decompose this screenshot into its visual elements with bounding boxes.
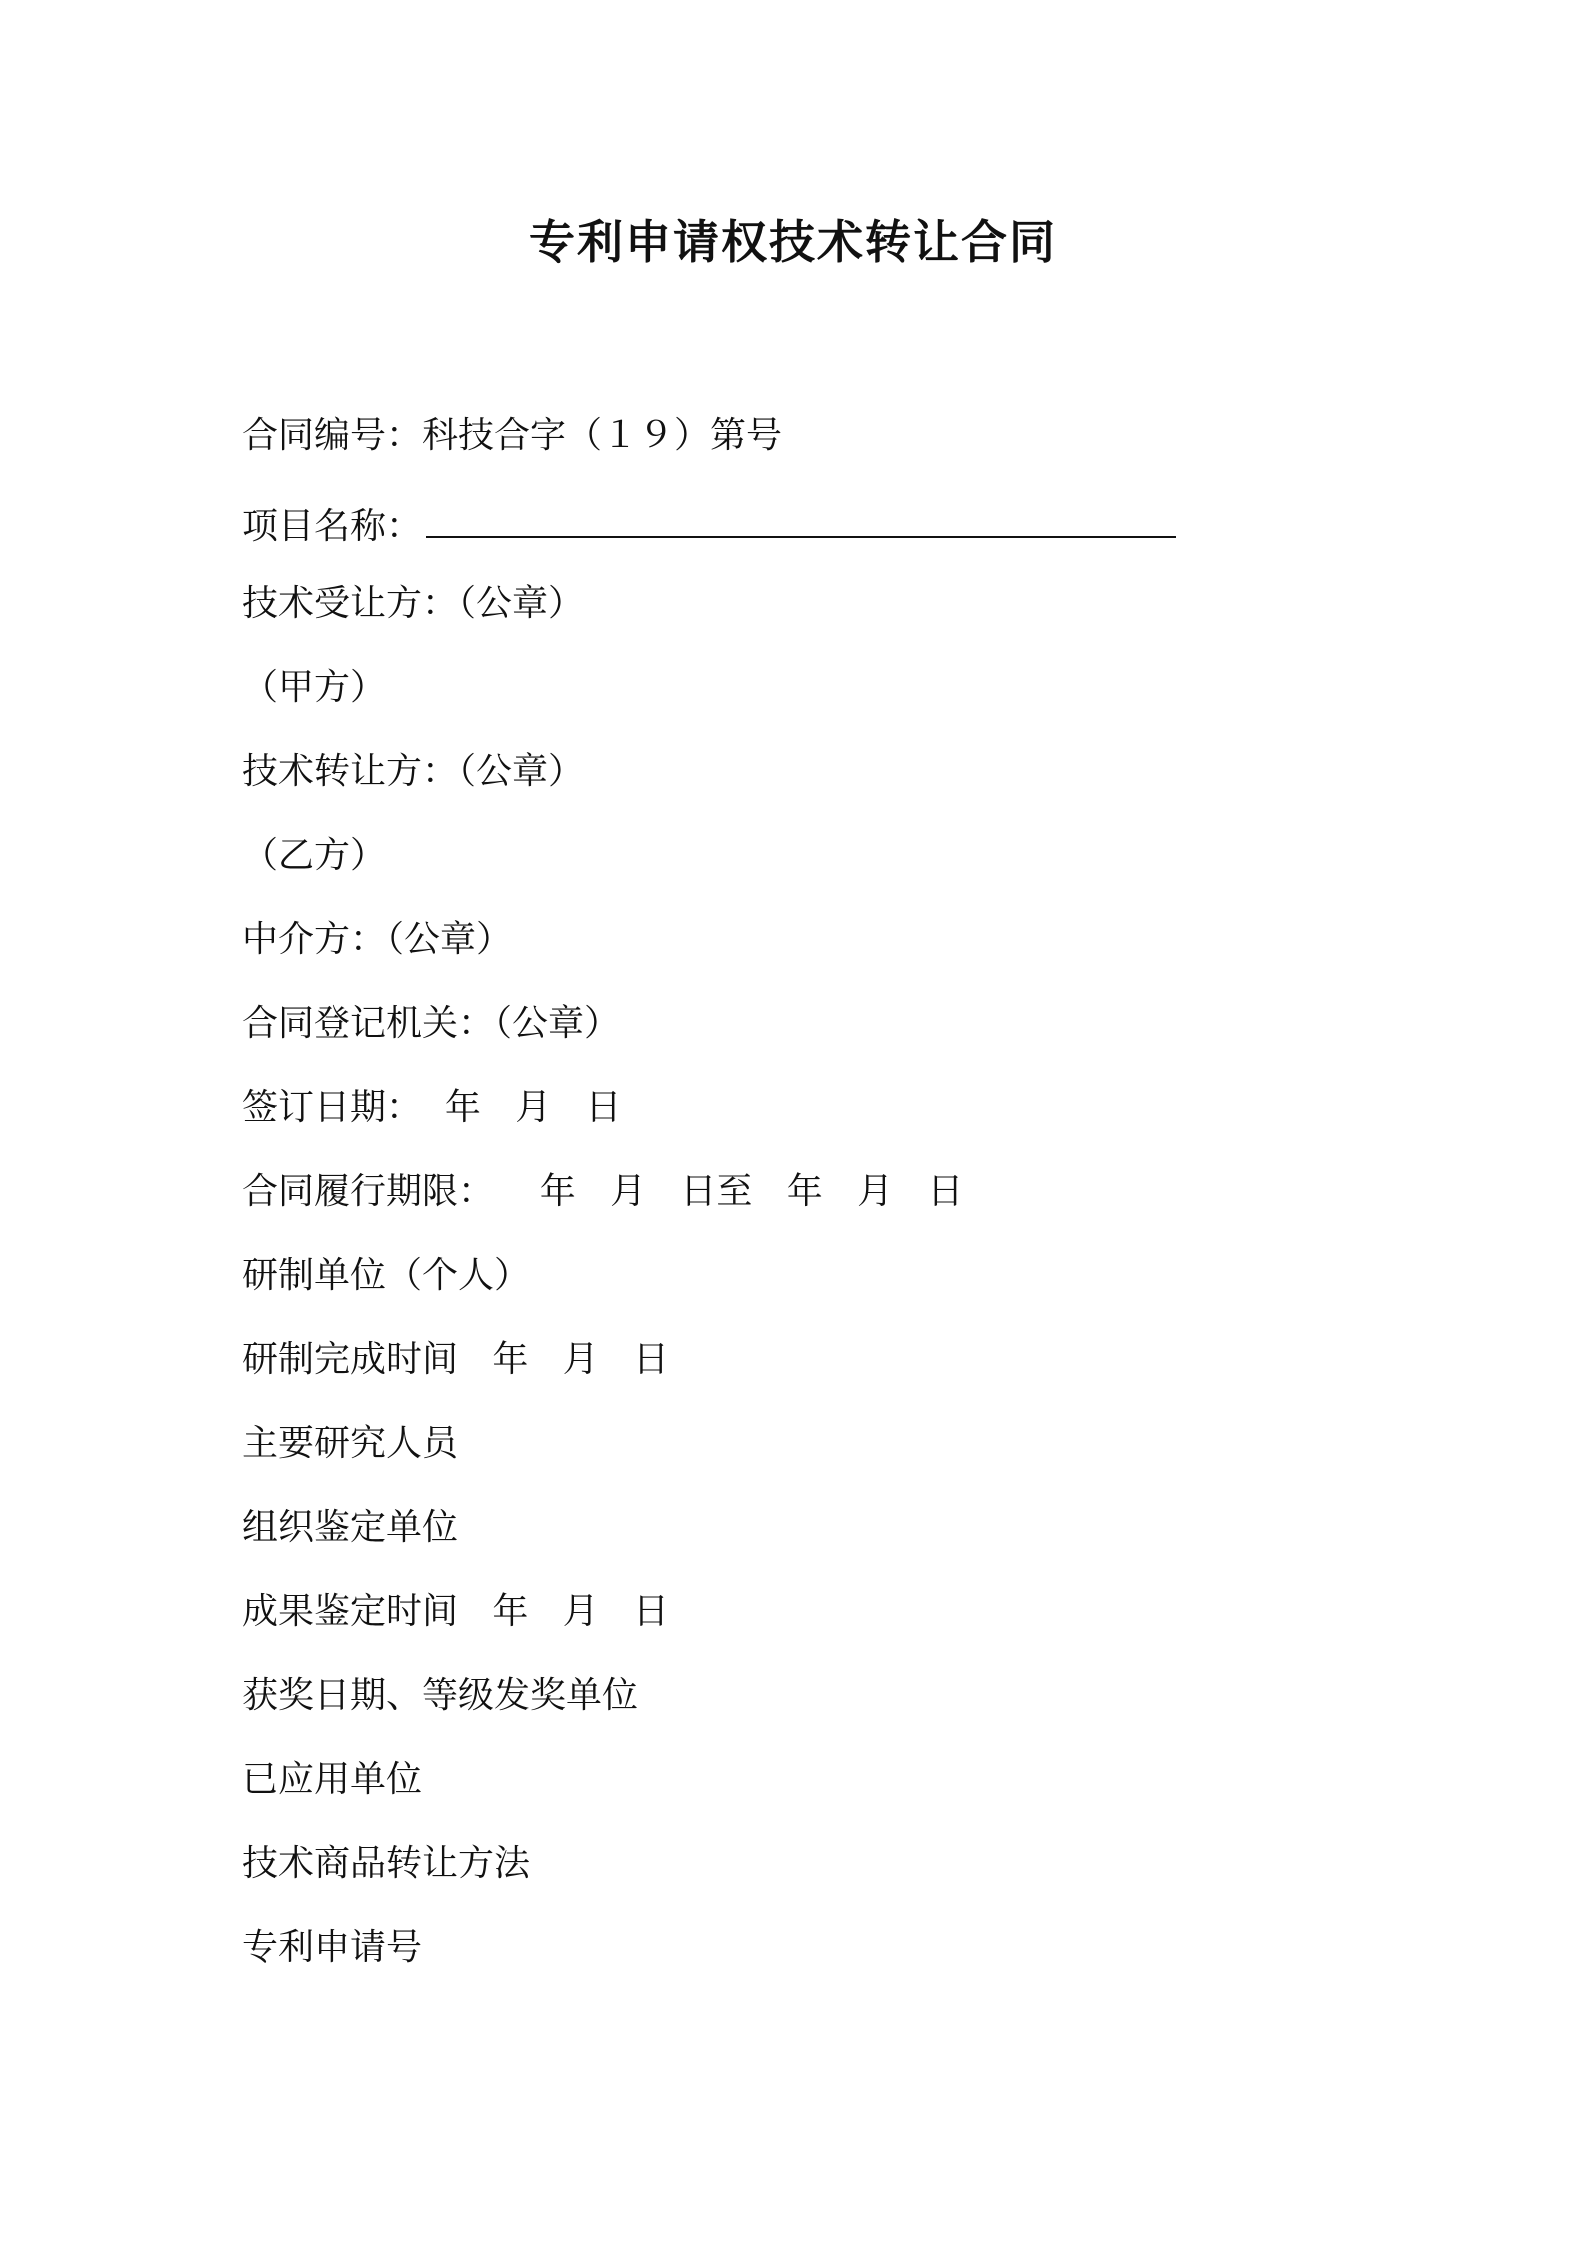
field-patent-application-number: 专利申请号 [242,1927,423,1968]
field-transfer-method: 技术商品转让方法 [242,1843,531,1884]
field-contract-number: 合同编号：科技合字（１９）第号 [242,415,783,456]
field-transferee: 技术受让方：（公章） [242,583,585,624]
project-name-blank[interactable] [426,492,1176,538]
field-registration-authority: 合同登记机关：（公章） [242,1003,621,1044]
field-developer: 研制单位（个人） [242,1255,531,1296]
field-appraisal-organizer: 组织鉴定单位 [242,1507,459,1548]
field-award-info: 获奖日期、等级发奖单位 [242,1675,639,1716]
document-title: 专利申请权技术转让合同 [529,215,1057,269]
contract-fields [242,408,1392,2004]
field-appraisal-time: 成果鉴定时间 年 月 日 [242,1591,669,1632]
field-party-a: （甲方） [242,667,387,708]
field-transferor: 技术转让方：（公章） [242,751,585,792]
field-main-researchers: 主要研究人员 [242,1423,459,1464]
field-intermediary: 中介方：（公章） [242,919,513,960]
field-performance-period: 合同履行期限： 年 月 日至 年 月 日 [242,1171,964,1212]
field-project-name [242,492,1392,576]
field-completion-time: 研制完成时间 年 月 日 [242,1339,669,1380]
field-party-b: （乙方） [242,835,387,876]
field-project-name-label: 项目名称： [242,506,423,547]
field-applied-units: 已应用单位 [242,1759,423,1800]
field-signing-date: 签订日期： 年 月 日 [242,1087,622,1128]
